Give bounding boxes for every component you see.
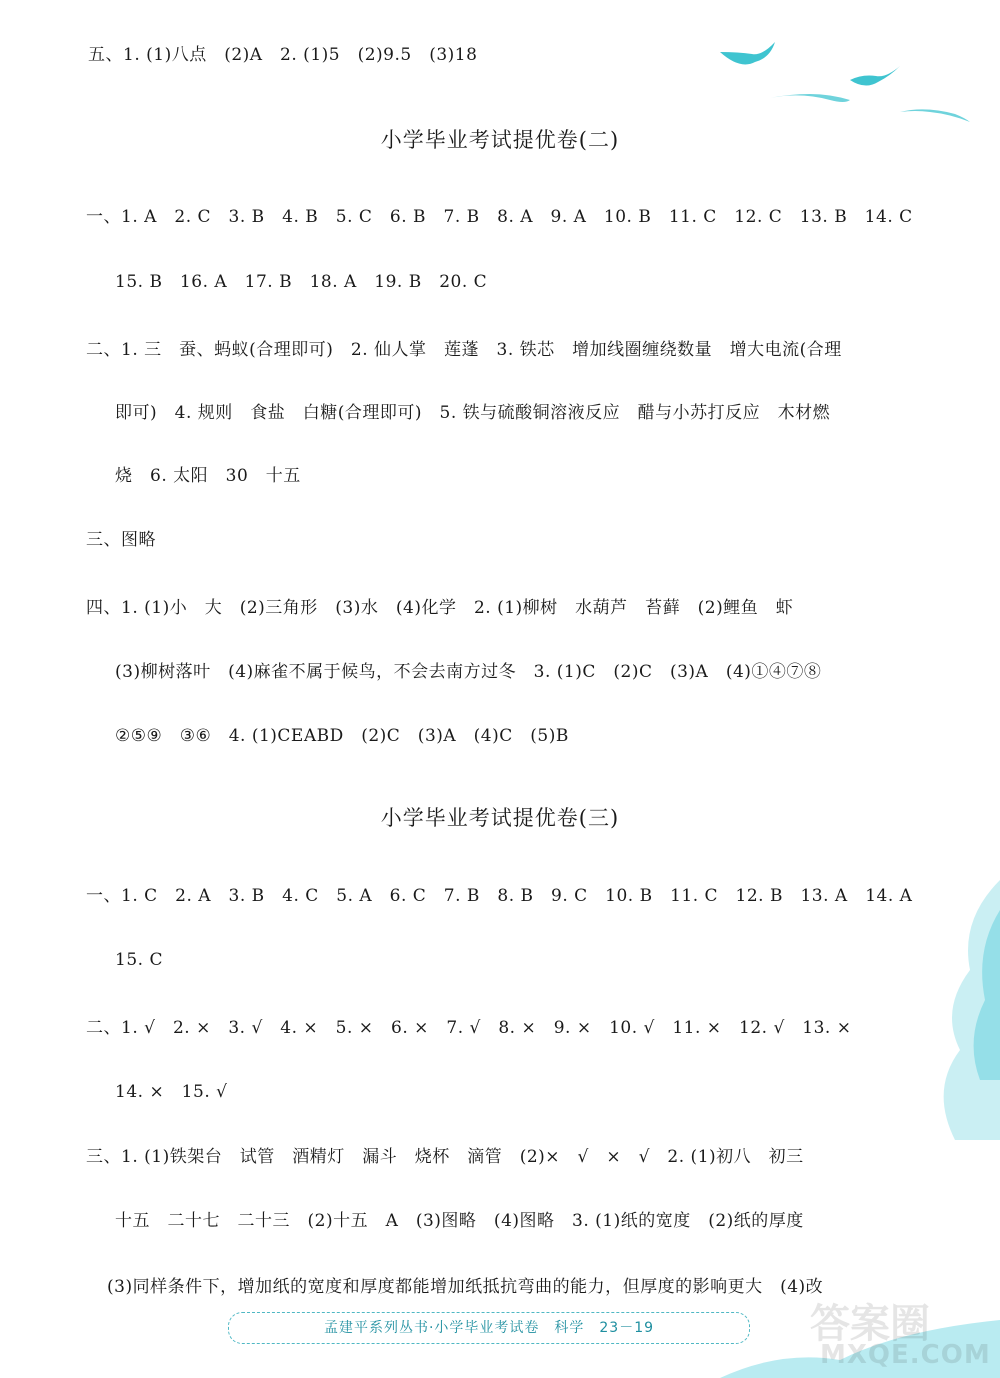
section-2-answers-3: 二、1. √ 2. × 3. √ 4. × 5. × 6. × 7. √ 8. × 9. × 10. √ 11. × 12. √ 13. ×: [86, 1018, 852, 1038]
watermark-text: 答案圈: [810, 1301, 930, 1347]
exam-title-2: 小学毕业考试提优卷(二): [380, 128, 620, 152]
section-1-answers-3: 一、1. C 2. A 3. B 4. C 5. A 6. C 7. B 8. B 9. C 10. B 11. C 12. B 13. A 14. A: [86, 886, 913, 906]
section-2-answers-end: 烧 6. 太阳 30 十五: [115, 466, 301, 486]
section-3-answers-3-end: (3)同样条件下，增加纸的宽度和厚度都能增加纸抵抗弯曲的能力，但厚度的影响更大 (4)改: [107, 1277, 824, 1297]
section-1-answers-cont: 15. B 16. A 17. B 18. A 19. B 20. C: [115, 272, 488, 292]
watermark-url: MXQE.COM: [820, 1340, 991, 1370]
section-4-answers-cont: (3)柳树落叶 (4)麻雀不属于候鸟，不会去南方过冬 3. (1)C (2)C (3)A (4)①④⑦⑧: [115, 662, 822, 682]
section-2-answers-cont: 即可) 4. 规则 食盐 白糖(合理即可) 5. 铁与硫酸铜溶液反应 醋与小苏打反应 木材燃: [115, 403, 831, 423]
section-5-answers: 五、1. (1)八点 (2)A 2. (1)5 (2)9.5 (3)18: [88, 45, 478, 65]
section-4-answers-end: ②⑤⑨ ③⑥ 4. (1)CEABD (2)C (3)A (4)C (5)B: [115, 726, 569, 746]
section-4-answers: 四、1. (1)小 大 (2)三角形 (3)水 (4)化学 2. (1)柳树 水葫芦 苔藓 (2)鲤鱼 虾: [86, 598, 794, 618]
footer-series-label: 孟建平系列丛书·小学毕业考试卷 科学 23－19: [228, 1312, 750, 1344]
section-3-answers-3: 三、1. (1)铁架台 试管 酒精灯 漏斗 烧杯 滴管 (2)× √ × √ 2. (1)初八 初三: [86, 1147, 804, 1167]
section-3-answers-3-cont: 十五 二十七 二十三 (2)十五 A (3)图略 (4)图略 3. (1)纸的宽度 (2)纸的厚度: [115, 1211, 804, 1231]
section-2-answers-3-cont: 14. × 15. √: [115, 1082, 228, 1102]
exam-title-3: 小学毕业考试提优卷(三): [380, 806, 620, 830]
section-2-answers: 二、1. 三 蚕、蚂蚁(合理即可) 2. 仙人掌 莲蓬 3. 铁芯 增加线圈缠绕数量 增大电流(合理: [86, 340, 842, 360]
wave-decoration: [900, 880, 1000, 1140]
section-3-answers: 三、图略: [86, 530, 156, 550]
section-1-answers-3-cont: 15. C: [115, 950, 163, 970]
section-1-answers: 一、1. A 2. C 3. B 4. B 5. C 6. B 7. B 8. A 9. A 10. B 11. C 12. C 13. B 14. C: [86, 207, 913, 227]
flying-birds-decoration: [700, 30, 980, 130]
watermark-logo: [810, 1292, 991, 1370]
